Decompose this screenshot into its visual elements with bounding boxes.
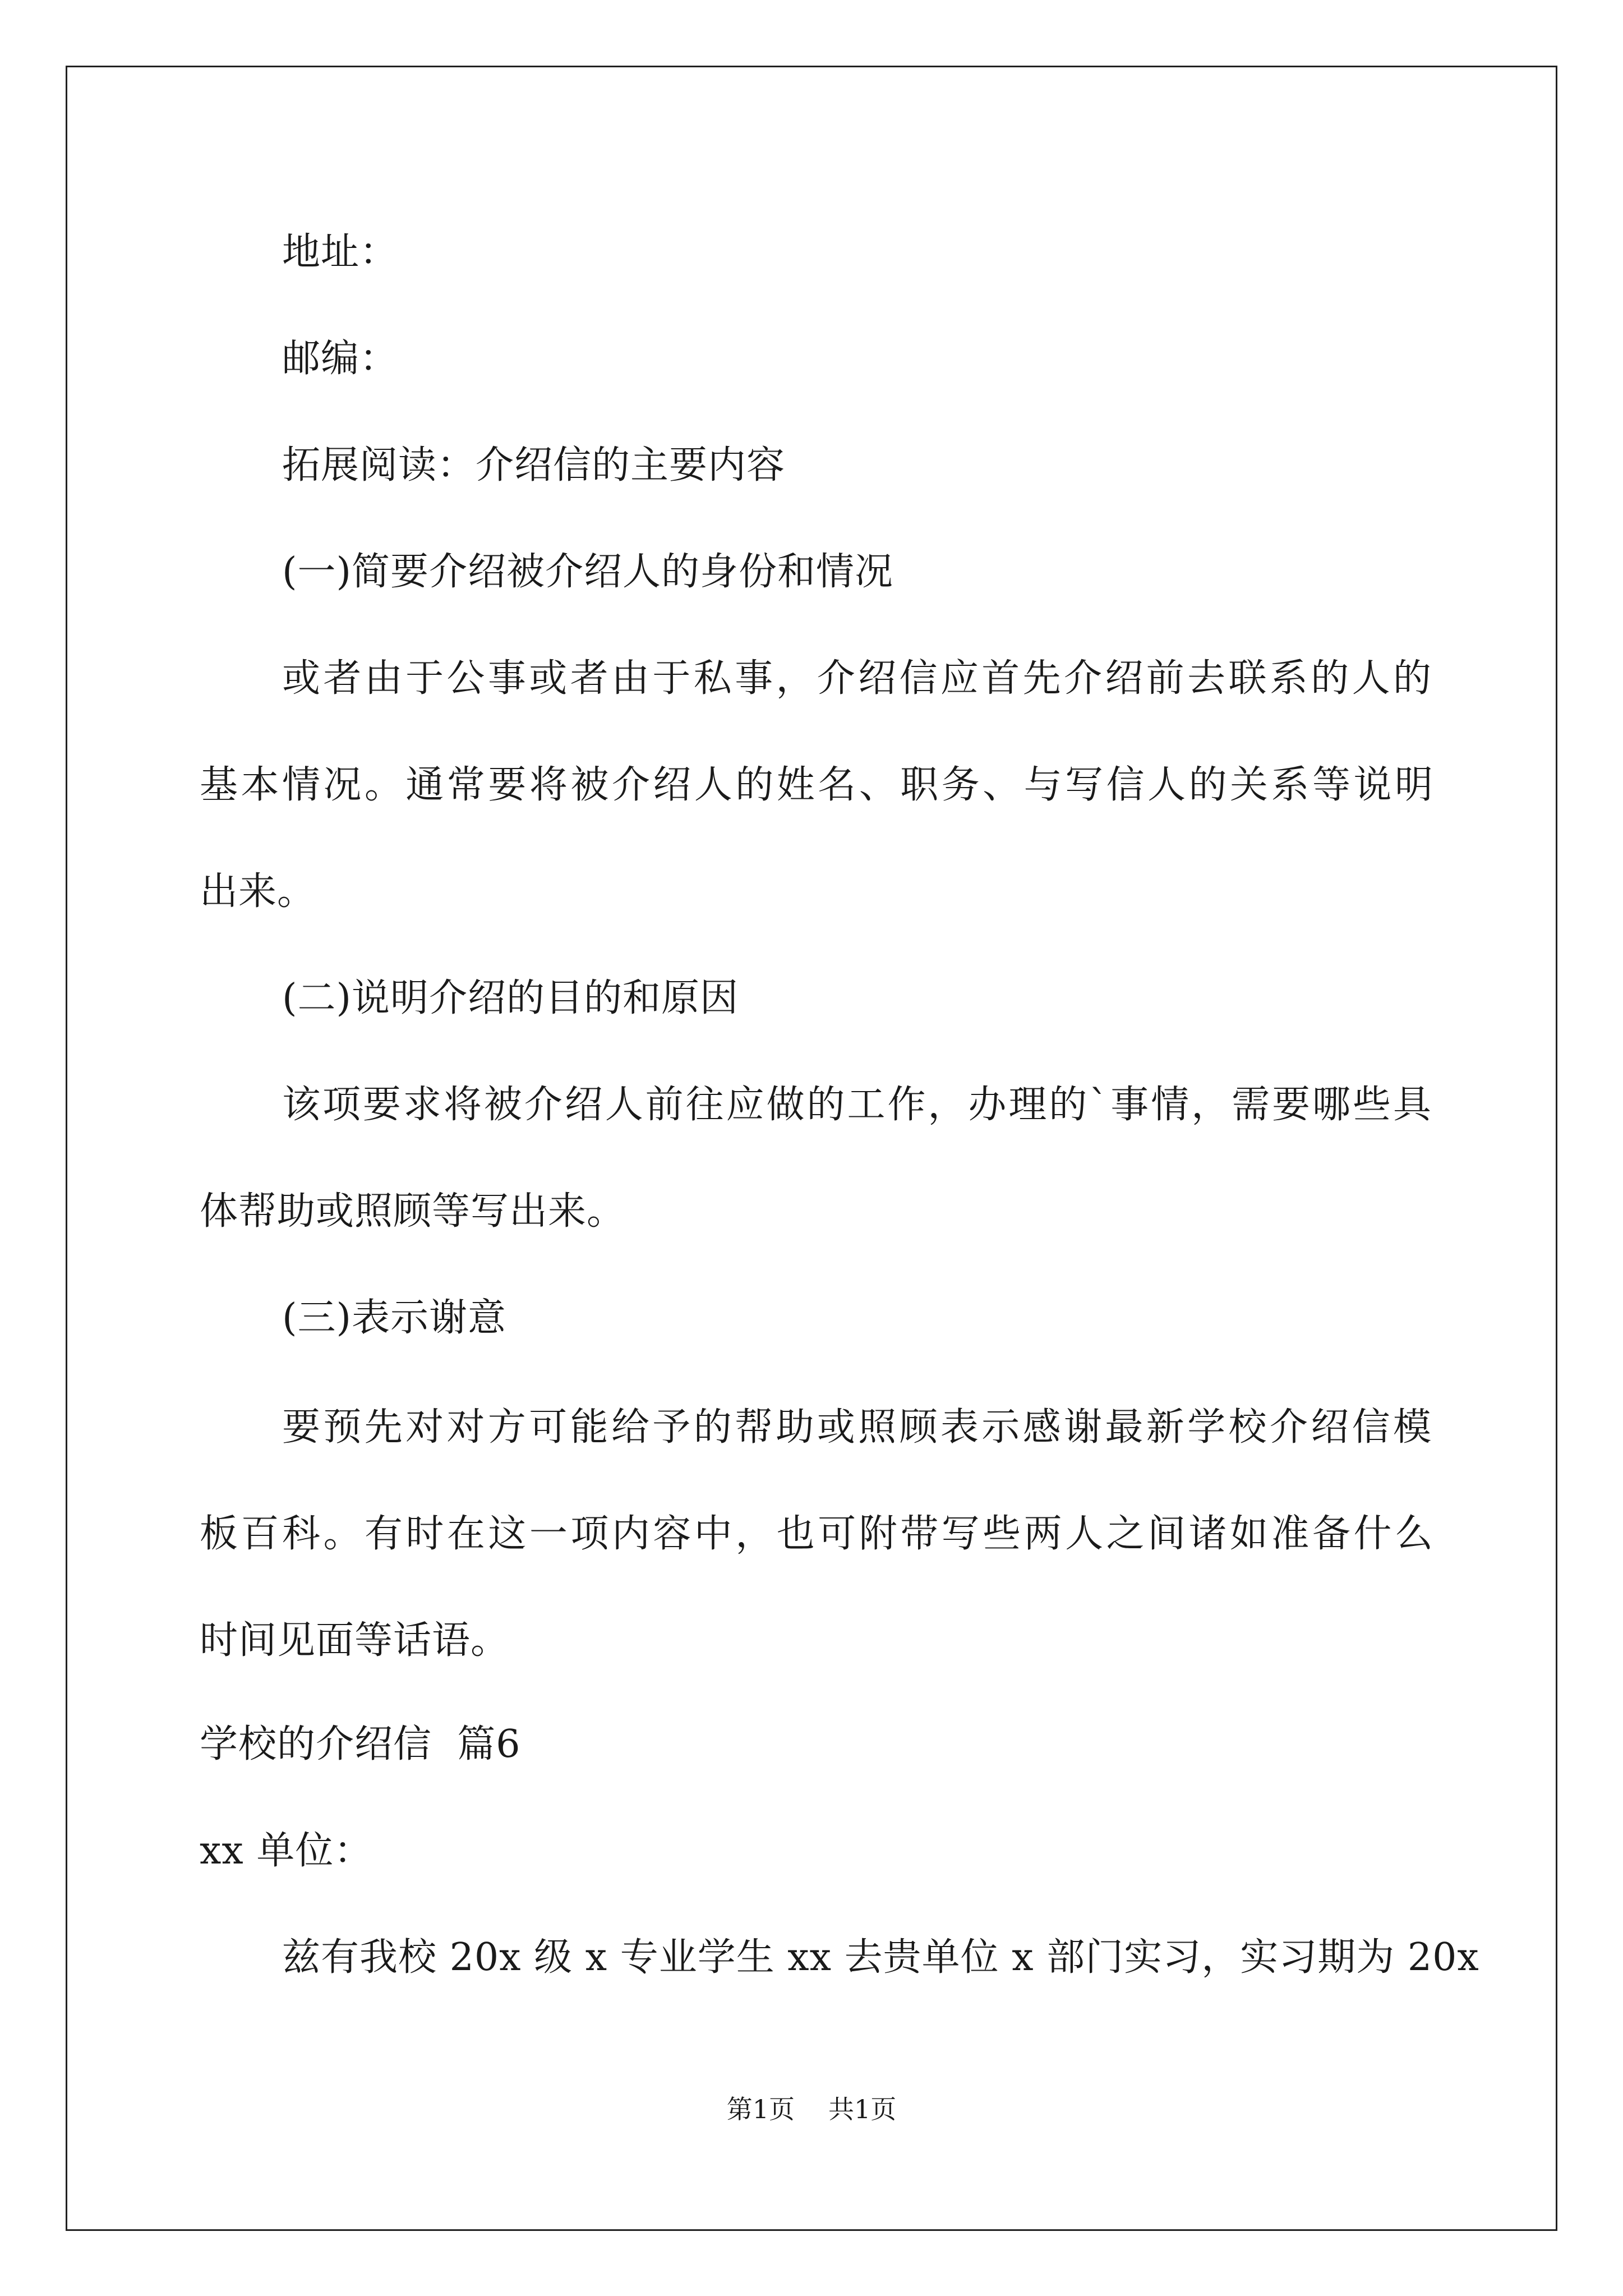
paragraph-line: 该项要求将被介绍人前往应做的工作，办理的`事情，需要哪些具 (282, 1083, 1432, 1127)
extended-reading-heading: 拓展阅读：介绍信的主要内容 (282, 443, 786, 487)
postcode-label: 邮编： (282, 337, 399, 381)
paragraph-line: 出来。 (200, 869, 316, 914)
paragraph-line: 基本情况。通常要将被介绍人的姓名、职务、与写信人的关系等说明 (200, 763, 1433, 807)
letter-title: 学校的介绍信 篇6 (200, 1722, 521, 1766)
page-footer (0, 2092, 1623, 2126)
address-label: 地址： (282, 230, 399, 274)
page-total: 共1页 (828, 2094, 897, 2124)
page-number: 第1页 (726, 2094, 795, 2124)
paragraph-line: 时间见面等话语。 (200, 1618, 510, 1663)
section-one-heading: (一)简要介绍被介绍人的身份和情况 (282, 550, 894, 594)
page-border (66, 66, 1557, 2231)
paragraph-line: 或者由于公事或者由于私事，介绍信应首先介绍前去联系的人的 (282, 656, 1432, 701)
section-three-heading: (三)表示谢意 (282, 1296, 507, 1340)
recipient-line: xx 单位： (200, 1829, 373, 1873)
section-two-heading: (二)说明介绍的目的和原因 (282, 976, 739, 1020)
paragraph-line: 板百科。有时在这一项内容中，也可附带写些两人之间诸如准备什么 (200, 1512, 1433, 1556)
paragraph-line: 体帮助或照顾等写出来。 (200, 1189, 626, 1234)
paragraph-line: 要预先对对方可能给予的帮助或照顾表示感谢最新学校介绍信模 (282, 1405, 1432, 1450)
letter-body-line: 兹有我校 20x 级 x 专业学生 xx 去贵单位 x 部门实习，实习期为 20x (282, 1935, 1479, 1980)
